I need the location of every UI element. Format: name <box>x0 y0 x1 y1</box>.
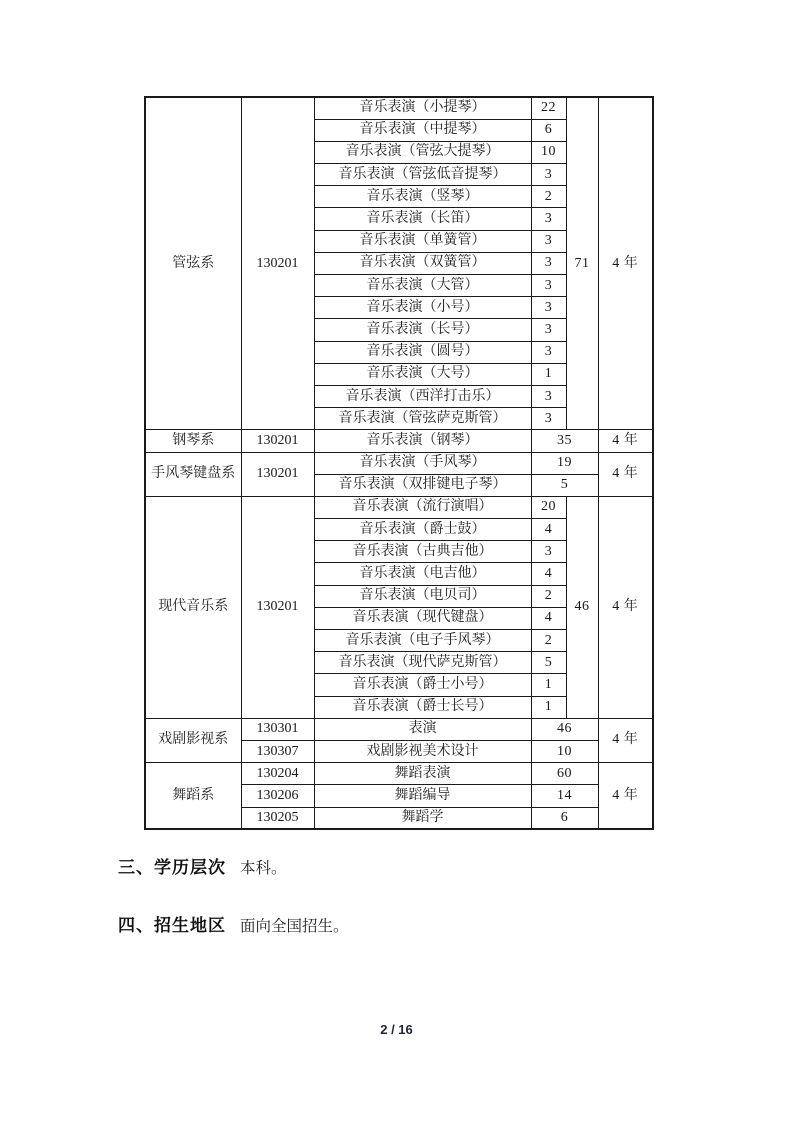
page-number: 2 / 16 <box>380 1022 413 1037</box>
count-cell: 1 <box>531 363 566 385</box>
program-cell: 音乐表演（管弦萨克斯管） <box>314 408 531 430</box>
count-cell: 1 <box>531 696 566 718</box>
program-cell: 音乐表演（长号） <box>314 319 531 341</box>
duration-cell: 4 年 <box>598 763 653 830</box>
table-row <box>145 496 653 518</box>
duration-cell: 4 年 <box>598 97 653 430</box>
program-cell: 音乐表演（流行演唱） <box>314 496 531 518</box>
department-cell: 现代音乐系 <box>145 496 241 718</box>
count-cell: 3 <box>531 541 566 563</box>
count-cell: 10 <box>531 141 566 163</box>
program-cell: 表演 <box>314 718 531 740</box>
duration-cell: 4 年 <box>598 496 653 718</box>
table-row <box>145 430 653 452</box>
duration-cell: 4 年 <box>598 718 653 762</box>
count-cell: 1 <box>531 674 566 696</box>
admissions-table <box>144 96 654 830</box>
section-body: 本科。 <box>240 860 287 877</box>
duration-cell: 4 年 <box>598 452 653 496</box>
program-cell: 音乐表演（爵士小号） <box>314 674 531 696</box>
section-enrollment-region <box>118 911 349 936</box>
count-cell: 3 <box>531 341 566 363</box>
count-cell: 19 <box>531 452 598 474</box>
count-cell: 5 <box>531 474 598 496</box>
program-cell: 舞蹈编导 <box>314 785 531 807</box>
count-cell: 60 <box>531 763 598 785</box>
count-cell: 3 <box>531 208 566 230</box>
program-cell: 戏剧影视美术设计 <box>314 740 531 762</box>
count-cell: 2 <box>531 585 566 607</box>
program-cell: 音乐表演（爵士鼓） <box>314 519 531 541</box>
code-cell: 130307 <box>241 740 314 762</box>
department-cell: 戏剧影视系 <box>145 718 241 762</box>
count-cell: 6 <box>531 807 598 829</box>
program-cell: 音乐表演（钢琴） <box>314 430 531 452</box>
program-cell: 音乐表演（圆号） <box>314 341 531 363</box>
count-cell: 14 <box>531 785 598 807</box>
section-body: 面向全国招生。 <box>240 918 349 935</box>
count-cell: 4 <box>531 519 566 541</box>
count-cell: 3 <box>531 164 566 186</box>
count-cell: 3 <box>531 252 566 274</box>
code-cell: 130301 <box>241 718 314 740</box>
table-row <box>145 452 653 474</box>
department-cell: 舞蹈系 <box>145 763 241 830</box>
count-cell: 20 <box>531 496 566 518</box>
duration-cell: 4 年 <box>598 430 653 452</box>
program-cell: 音乐表演（大号） <box>314 363 531 385</box>
code-cell: 130201 <box>241 430 314 452</box>
code-cell: 130204 <box>241 763 314 785</box>
program-cell: 音乐表演（电吉他） <box>314 563 531 585</box>
count-cell: 46 <box>531 718 598 740</box>
count-cell: 3 <box>531 319 566 341</box>
count-cell: 4 <box>531 607 566 629</box>
program-cell: 音乐表演（双簧管） <box>314 252 531 274</box>
section-heading: 四、招生地区 <box>118 916 226 935</box>
department-cell: 手风琴键盘系 <box>145 452 241 496</box>
code-cell: 130206 <box>241 785 314 807</box>
program-cell: 音乐表演（管弦低音提琴） <box>314 164 531 186</box>
count-cell: 22 <box>531 97 566 119</box>
count-cell: 5 <box>531 652 566 674</box>
count-cell: 35 <box>531 430 598 452</box>
code-cell: 130201 <box>241 496 314 718</box>
program-cell: 音乐表演（中提琴） <box>314 119 531 141</box>
count-cell: 2 <box>531 186 566 208</box>
program-cell: 音乐表演（现代萨克斯管） <box>314 652 531 674</box>
count-cell: 6 <box>531 119 566 141</box>
table-row <box>145 763 653 785</box>
count-cell: 3 <box>531 297 566 319</box>
code-cell: 130201 <box>241 452 314 496</box>
program-cell: 音乐表演（双排键电子琴） <box>314 474 531 496</box>
program-cell: 音乐表演（手风琴） <box>314 452 531 474</box>
program-cell: 音乐表演（现代键盘） <box>314 607 531 629</box>
total-cell: 71 <box>566 97 598 430</box>
program-cell: 音乐表演（单簧管） <box>314 230 531 252</box>
count-cell: 3 <box>531 408 566 430</box>
admissions-table-body <box>145 97 653 829</box>
program-cell: 音乐表演（管弦大提琴） <box>314 141 531 163</box>
code-cell: 130205 <box>241 807 314 829</box>
count-cell: 3 <box>531 385 566 407</box>
total-cell: 46 <box>566 496 598 718</box>
program-cell: 音乐表演（古典吉他） <box>314 541 531 563</box>
program-cell: 音乐表演（小号） <box>314 297 531 319</box>
table-row <box>145 97 653 119</box>
program-cell: 舞蹈学 <box>314 807 531 829</box>
program-cell: 音乐表演（西洋打击乐） <box>314 385 531 407</box>
program-cell: 音乐表演（竖琴） <box>314 186 531 208</box>
program-cell: 音乐表演（爵士长号） <box>314 696 531 718</box>
table-row <box>145 718 653 740</box>
program-cell: 音乐表演（大管） <box>314 275 531 297</box>
count-cell: 2 <box>531 630 566 652</box>
department-cell: 钢琴系 <box>145 430 241 452</box>
program-cell: 音乐表演（电贝司） <box>314 585 531 607</box>
code-cell: 130201 <box>241 97 314 430</box>
section-heading: 三、学历层次 <box>118 858 226 877</box>
count-cell: 4 <box>531 563 566 585</box>
count-cell: 3 <box>531 275 566 297</box>
program-cell: 音乐表演（长笛） <box>314 208 531 230</box>
department-cell: 管弦系 <box>145 97 241 430</box>
program-cell: 音乐表演（小提琴） <box>314 97 531 119</box>
count-cell: 10 <box>531 740 598 762</box>
program-cell: 音乐表演（电子手风琴） <box>314 630 531 652</box>
program-cell: 舞蹈表演 <box>314 763 531 785</box>
count-cell: 3 <box>531 230 566 252</box>
section-education-level <box>118 853 287 878</box>
